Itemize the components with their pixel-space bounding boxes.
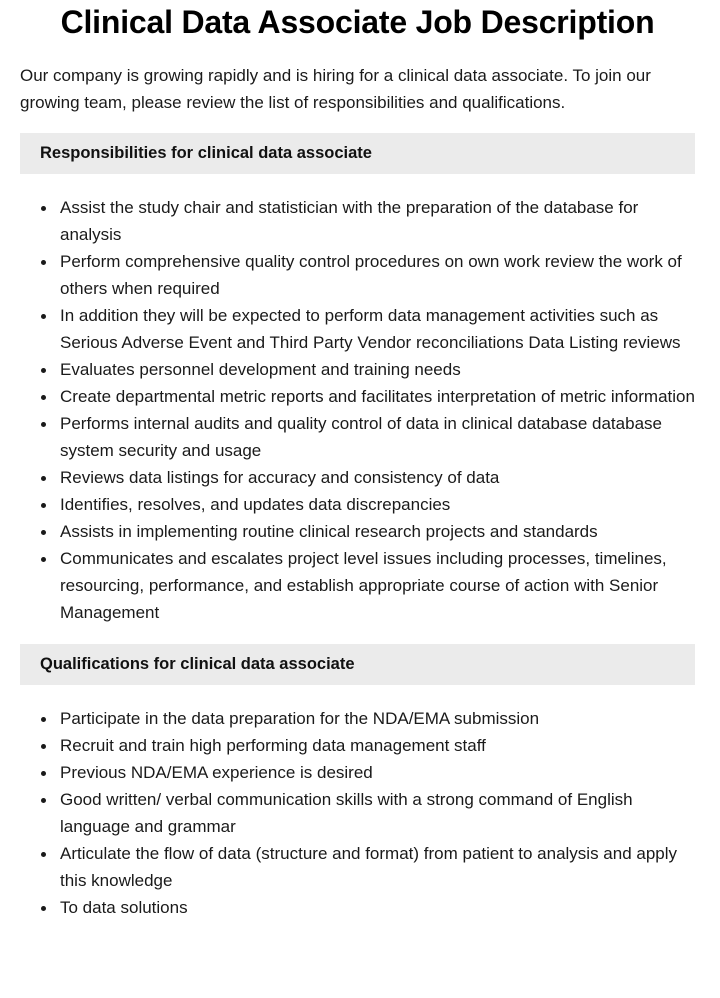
list-item-text: Participate in the data preparation for the NDA/EMA submission — [60, 709, 540, 728]
list-item — [60, 545, 695, 626]
list-item-text: Previous NDA/EMA experience is desired — [60, 763, 373, 782]
list-item-text: Identifies, resolves, and updates data discrepancies — [60, 495, 451, 514]
list-item — [60, 759, 695, 786]
list-item — [60, 383, 695, 410]
list-item — [60, 840, 695, 894]
intro-paragraph: Our company is growing rapidly and is hiring for a clinical data associate. To join our growing team, please review the list of responsibilities and qualifications. — [20, 66, 651, 112]
list-item-text: Performs internal audits and quality control of data in clinical database database system security and usage — [60, 414, 662, 460]
list-item — [60, 894, 695, 921]
page-title: Clinical Data Associate Job Description — [60, 4, 655, 40]
list-item — [60, 786, 695, 840]
responsibilities-list — [20, 194, 695, 626]
list-item — [60, 356, 695, 383]
list-item — [60, 464, 695, 491]
list-item-text: Assists in implementing routine clinical research projects and standards — [60, 522, 598, 541]
qualifications-heading: Qualifications for clinical data associate — [20, 644, 695, 685]
responsibilities-heading: Responsibilities for clinical data associate — [20, 133, 695, 174]
list-item-text: Create departmental metric reports and facilitates interpretation of metric information — [60, 387, 695, 406]
list-item — [60, 518, 695, 545]
list-item-text: Assist the study chair and statistician with the preparation of the database for analysis — [60, 198, 639, 244]
list-item-text: Communicates and escalates project level issues including processes, timelines, resourcing, performance, and establish appropriate course of action with Senior Management — [60, 549, 667, 622]
list-item — [60, 410, 695, 464]
list-item-text: In addition they will be expected to perform data management activities such as Serious Adverse Event and Third Party Vendor reconciliations Data Listing reviews — [60, 306, 681, 352]
list-item — [60, 194, 695, 248]
list-item — [60, 705, 695, 732]
list-item — [60, 732, 695, 759]
list-item — [60, 491, 695, 518]
list-item — [60, 302, 695, 356]
list-item — [60, 248, 695, 302]
list-item-text: Reviews data listings for accuracy and consistency of data — [60, 468, 500, 487]
qualifications-list — [20, 705, 695, 921]
list-item-text: Evaluates personnel development and training needs — [60, 360, 461, 379]
list-item-text: Good written/ verbal communication skills with a strong command of English language and grammar — [60, 790, 633, 836]
list-item-text: To data solutions — [60, 898, 188, 917]
list-item-text: Recruit and train high performing data management staff — [60, 736, 486, 755]
list-item-text: Perform comprehensive quality control procedures on own work review the work of others when required — [60, 252, 682, 298]
list-item-text: Articulate the flow of data (structure and format) from patient to analysis and apply this knowledge — [60, 844, 678, 890]
